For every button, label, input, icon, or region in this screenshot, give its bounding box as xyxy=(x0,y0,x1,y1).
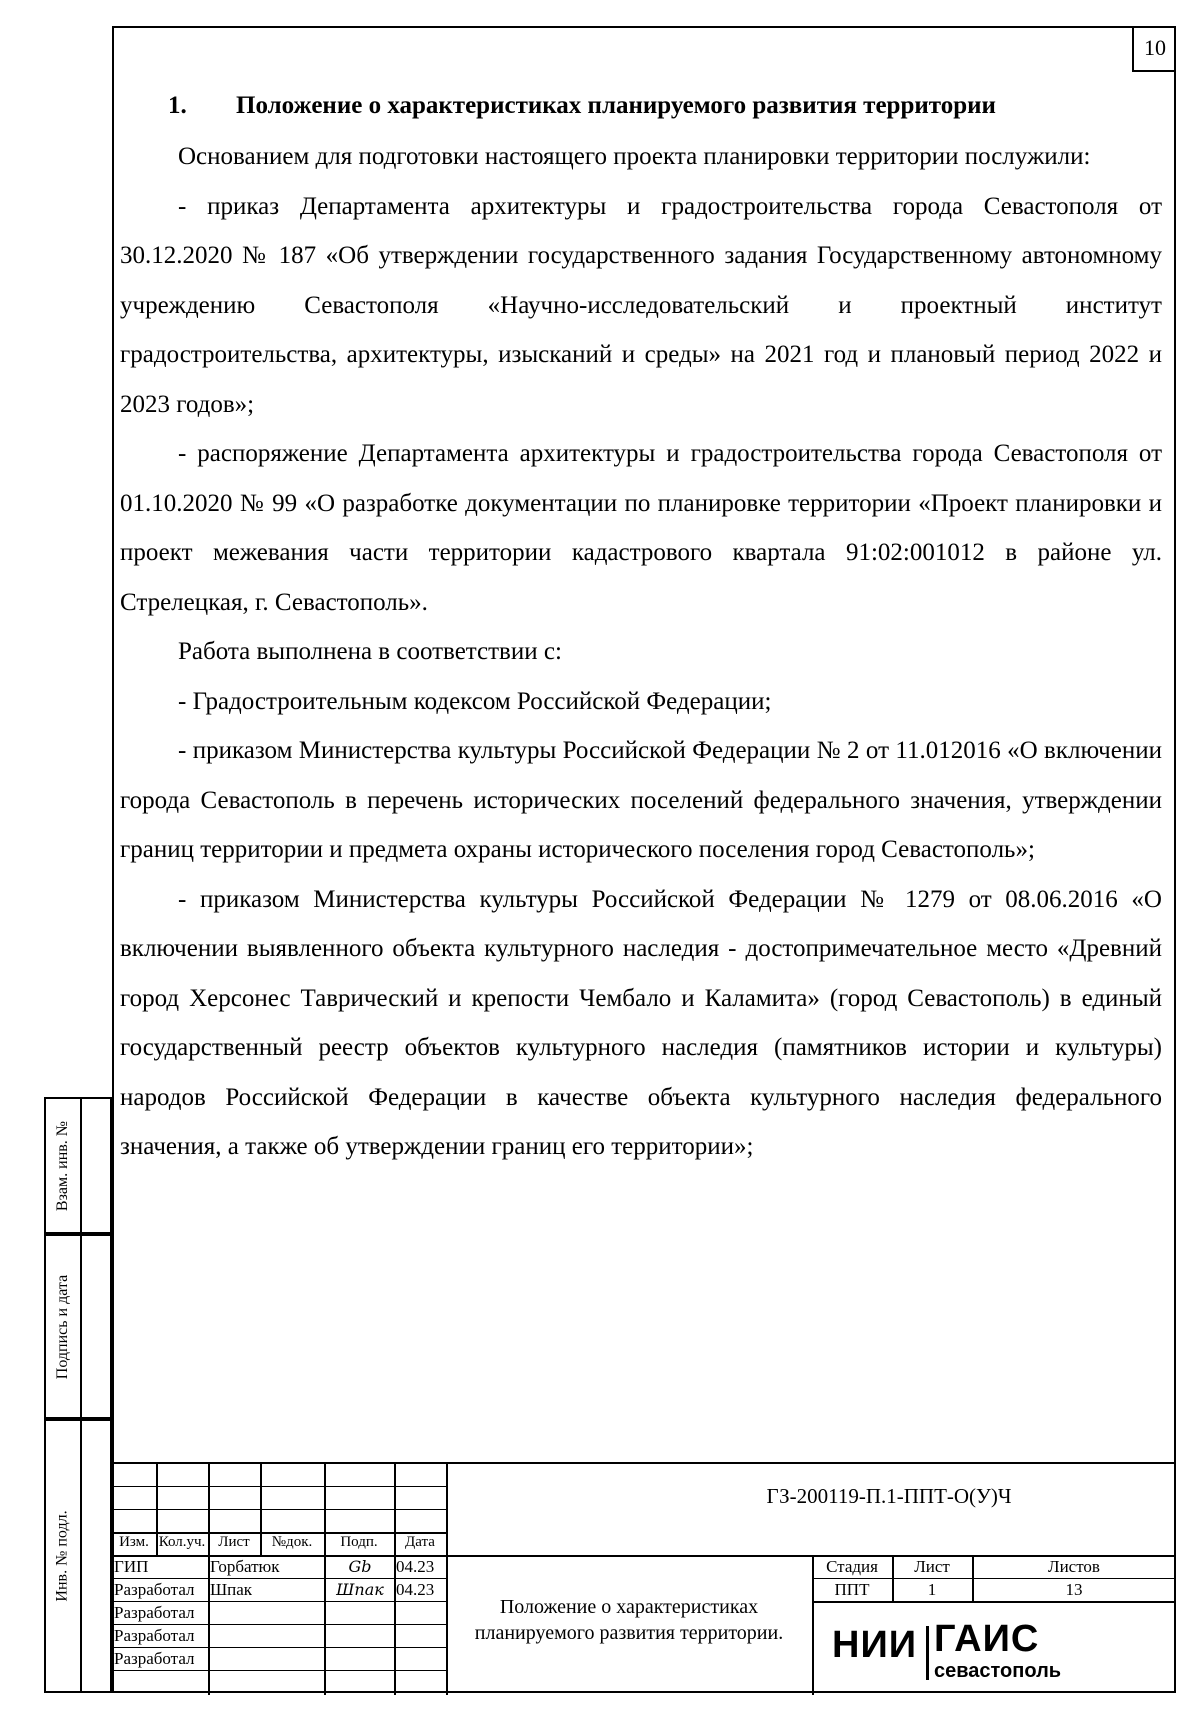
header-kolvo: Кол.уч. xyxy=(158,1534,206,1550)
row-date: 04.23 xyxy=(396,1580,435,1599)
company-logo xyxy=(812,1604,1176,1694)
section-title: Положение о характеристиках планируемого развития территории xyxy=(236,92,996,119)
document-body xyxy=(120,90,1162,1172)
document-title: Положение о характеристиках планируемого развития территории. xyxy=(474,1596,784,1644)
row-name: Шпак xyxy=(210,1580,253,1599)
row-date: 04.23 xyxy=(396,1557,435,1576)
stage-header-list: Лист xyxy=(914,1557,950,1576)
section-number: 1. xyxy=(168,92,187,119)
row-signature: Шпак xyxy=(336,1580,384,1599)
document-code: ГЗ-200119-П.1-ППТ-О(У)Ч xyxy=(766,1484,1012,1508)
stage-value-listov: 13 xyxy=(1065,1580,1083,1599)
paragraph: Работа выполнена в соответствии с: xyxy=(178,638,562,665)
side-stamp-inv xyxy=(44,1419,112,1693)
header-ndok: №док. xyxy=(271,1534,313,1550)
row-role: ГИП xyxy=(114,1557,149,1576)
paragraph: Основанием для подготовки настоящего проекта планировки территории послужили: xyxy=(178,143,1091,170)
logo-city: севастополь xyxy=(934,1660,1062,1682)
side-stamp-podpis xyxy=(44,1234,112,1419)
side-label-inv: Инв. № подл. xyxy=(54,1510,72,1602)
paragraph: - приказом Министерства культуры Российской Федерации № 2 от 11.012016 «О включении города Севастополь в перечень исторических поселений федерального значения, утверждении границ территории и предмета охраны исторического поселения город Севастополь»; xyxy=(120,737,1162,863)
header-podp: Подп. xyxy=(340,1534,378,1550)
row-name: Горбатюк xyxy=(210,1557,280,1576)
paragraph: - приказом Министерства культуры Российской Федерации № 1279 от 08.06.2016 «О включении выявленного объекта культурного наследия - достопримечательное место «Древний город Херсонес Таврический и крепости Чембало и Каламита» (город Севастополь) в единый государственный реестр объектов культурного наследия (памятников истории и культуры) народов Российской Федерации в качестве объекта культурного наследия федерального значения, а также об утверждении границ его территории»; xyxy=(120,885,1162,1160)
header-izm: Изм. xyxy=(119,1534,149,1550)
row-role: Разработал xyxy=(114,1649,195,1668)
row-role: Разработал xyxy=(114,1603,195,1622)
title-block xyxy=(112,1462,1176,1693)
paragraph: - приказ Департамента архитектуры и градостроительства города Севастополя от 30.12.2020 № 187 «Об утверждении государственного задания Государственному автономному учреждению Севастополя «Научно-исследовательский и проектный институт градостроительства, архитектуры, изысканий и среды» на 2021 год и плановый период 2022 и 2023 годов»; xyxy=(120,192,1162,418)
header-list: Лист xyxy=(218,1534,250,1550)
stage-header-listov: Листов xyxy=(1048,1557,1100,1576)
header-data: Дата xyxy=(405,1534,435,1550)
page-number: 10 xyxy=(1132,26,1176,72)
row-signature: Gb xyxy=(348,1557,372,1576)
logo-gais: ГАИС xyxy=(934,1618,1040,1660)
side-label-vzam: Взам. инв. № xyxy=(54,1120,72,1211)
paragraph: - распоряжение Департамента архитектуры и градостроительства города Севастополя от 01.10.2020 № 99 «О разработке документации по планировке территории «Проект планировки и проект межевания части территории кадастрового квартала 91:02:001012 в районе ул. Стрелецкая, г. Севастополь». xyxy=(120,440,1162,616)
row-role: Разработал xyxy=(114,1626,195,1645)
row-role: Разработал xyxy=(114,1580,195,1599)
stage-value-stadiya: ППТ xyxy=(834,1580,870,1599)
stage-value-list: 1 xyxy=(927,1580,937,1599)
stage-header-stadiya: Стадия xyxy=(826,1557,878,1576)
logo-nii: НИИ xyxy=(832,1624,918,1666)
section-heading xyxy=(120,90,1162,122)
side-label-podpis: Подпись и дата xyxy=(54,1274,71,1379)
side-stamp-vzam xyxy=(44,1097,112,1234)
paragraph: - Градостроительным кодексом Российской Федерации; xyxy=(178,687,772,715)
